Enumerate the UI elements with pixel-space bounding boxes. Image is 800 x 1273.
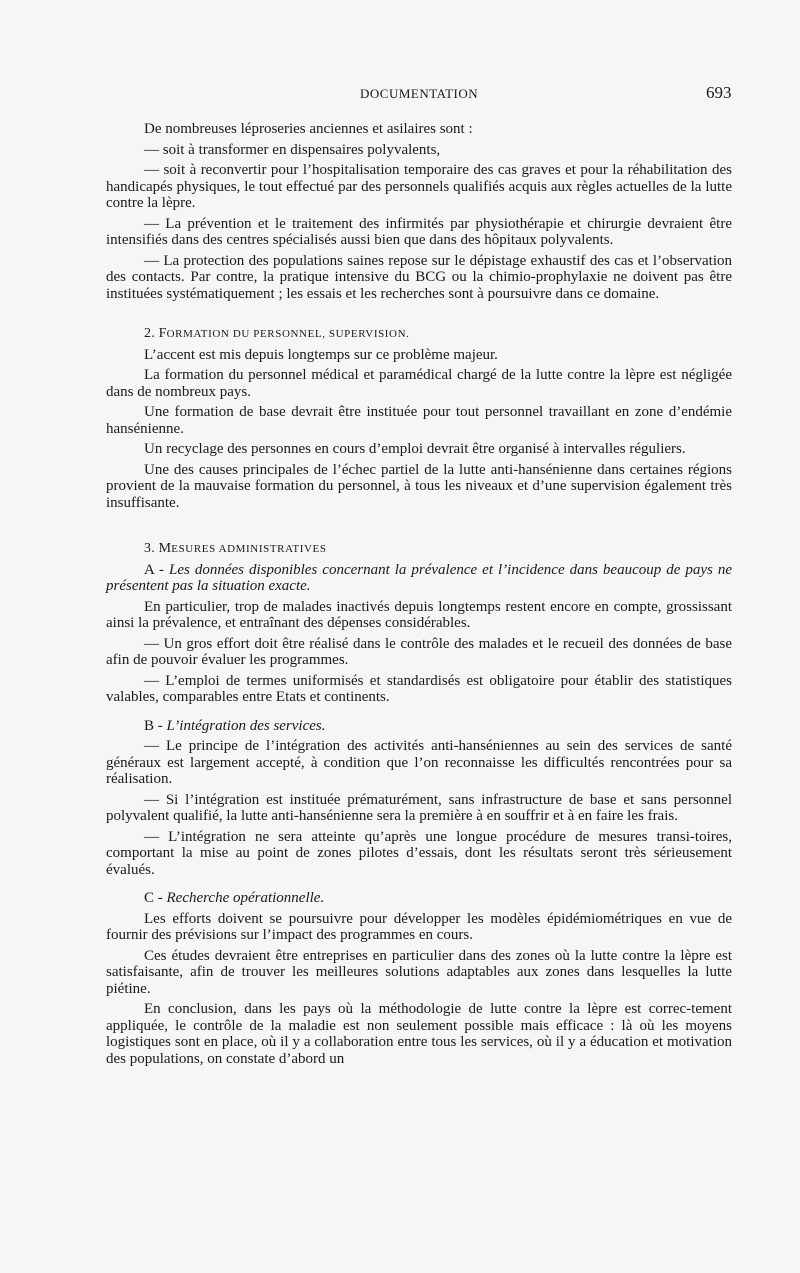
section-2-paragraph: L’accent est mis depuis longtemps sur ce problème majeur.	[144, 346, 498, 363]
subsection-title: L’intégration des services.	[166, 717, 326, 734]
section-2-paragraph: Une des causes principales de l’échec partiel de la lutte anti-hansénienne dans certaines régions provient de la mauvaise formation du personnel, à tous les niveaux et d’une supervision également très insuffisante.	[106, 461, 732, 511]
intro-item: — La prévention et le traitement des infirmités par physiothérapie et chirurgie devraient être intensifiés dans des centres spécialisés aussi bien que dans des hôpitaux polyvalents.	[106, 215, 732, 248]
intro-item: — soit à reconvertir pour l’hospitalisation temporaire des cas graves et pour la réhabilitation des handicapés physiques, le tout effectué par des personnels qualifiés acquis aux règles actuelles de la lutte contre la lèpre.	[106, 162, 732, 211]
subsection-a-heading	[106, 562, 732, 595]
section-2-heading	[106, 326, 732, 343]
subsection-b-paragraph: — L’intégration ne sera atteinte qu’après une longue procédure de mesures transi-toires, comportant la mise au point de zones pilotes d’essais, dont les résultats seront très sérieusement évalués.	[106, 828, 732, 878]
section-2-paragraph: La formation du personnel médical et paramédical chargé de la lutte contre la lèpre est négligée dans de nombreux pays.	[106, 367, 732, 400]
subsection-a-paragraph: — Un gros effort doit être réalisé dans le contrôle des malades et le recueil des données de base afin de pouvoir évaluer les programmes.	[106, 635, 732, 668]
subsection-b-paragraph: — Le principe de l’intégration des activités anti-hanséniennes au sein des services de santé généraux est largement accepté, à condition que l’on reconnaisse les difficultés rencontrées pour sa réalisation.	[106, 738, 732, 787]
intro-lead: De nombreuses léproseries anciennes et asilaires sont :	[144, 121, 473, 137]
subsection-c-paragraph: Ces études devraient être entreprises en particulier dans des zones où la lutte contre la lèpre est satisfaisante, afin de trouver les meilleures solutions adaptables aux zones dans lesquelles la lutte piétine.	[106, 947, 732, 997]
subsection-a-paragraph: En particulier, trop de malades inactivés depuis longtemps restent encore en compte, grossissant ainsi la prévalence, et entraînant des dépenses considérables.	[106, 598, 732, 631]
subsection-c-paragraph: En conclusion, dans les pays où la méthodologie de lutte contre la lèpre est correc-tement appliquée, le contrôle de la maladie est non seulement possible mais efficace : là où les moyens logistiques sont en place, où il y a collaboration entre tous les services, où il y a éducation et motivation des populations, on constate d’abord un	[106, 1001, 732, 1067]
page-number: 693	[706, 83, 732, 102]
section-number: 2.	[144, 326, 155, 341]
body-text	[106, 121, 732, 1071]
section-number: 3.	[144, 541, 155, 556]
section-title-initial: M	[158, 541, 172, 556]
section-2-paragraph: Un recyclage des personnes en cours d’emploi devrait être organisé à intervalles réguliers.	[144, 441, 686, 457]
section-title-rest: ORMATION DU PERSONNEL, SUPERVISION.	[166, 328, 410, 340]
subsection-b-paragraph: — Si l’intégration est instituée prématurément, sans infrastructure de base et sans personnel polyvalent qualifié, la lutte anti-hansénienne sera la première à en souffrir et à en faire les frais.	[106, 791, 732, 824]
section-3-heading	[106, 541, 732, 558]
running-title: DOCUMENTATION	[360, 86, 479, 101]
intro-item: — La protection des populations saines repose sur le dépistage exhaustif des cas et l’observation des contacts. Par contre, la pratique intensive du BCG ou la chimio-prophylaxie ne doivent pas être instituées systématiquement ; les essais et les recherches sont à poursuivre dans ce domaine.	[106, 252, 732, 302]
section-title-initial: F	[158, 326, 167, 341]
subsection-a-paragraph: — L’emploi de termes uniformisés et standardisés est obligatoire pour établir des statistiques valables, comparables entre Etats et continents.	[106, 672, 732, 705]
intro-item: — soit à transformer en dispensaires polyvalents,	[144, 141, 441, 158]
subsection-c-paragraph: Les efforts doivent se poursuivre pour développer les modèles épidémiométriques en vue de fournir des prévisions sur l’impact des programmes en cours.	[106, 910, 732, 943]
subsection-letter: C -	[144, 890, 163, 906]
subsection-title: Les données disponibles concernant la prévalence et l’incidence dans beaucoup de pays ne présentent pas la situation exacte.	[106, 561, 733, 594]
subsection-letter: B -	[144, 717, 163, 734]
subsection-b-heading	[106, 718, 732, 735]
section-2-paragraph: Une formation de base devrait être instituée pour tout personnel travaillant en zone d’endémie hansénienne.	[106, 404, 732, 437]
section-title-rest: ESURES ADMINISTRATIVES	[171, 543, 327, 555]
subsection-c-heading	[106, 890, 732, 907]
running-header	[0, 83, 800, 106]
subsection-title: Recherche opérationnelle.	[166, 890, 325, 906]
subsection-letter: A -	[144, 561, 164, 578]
